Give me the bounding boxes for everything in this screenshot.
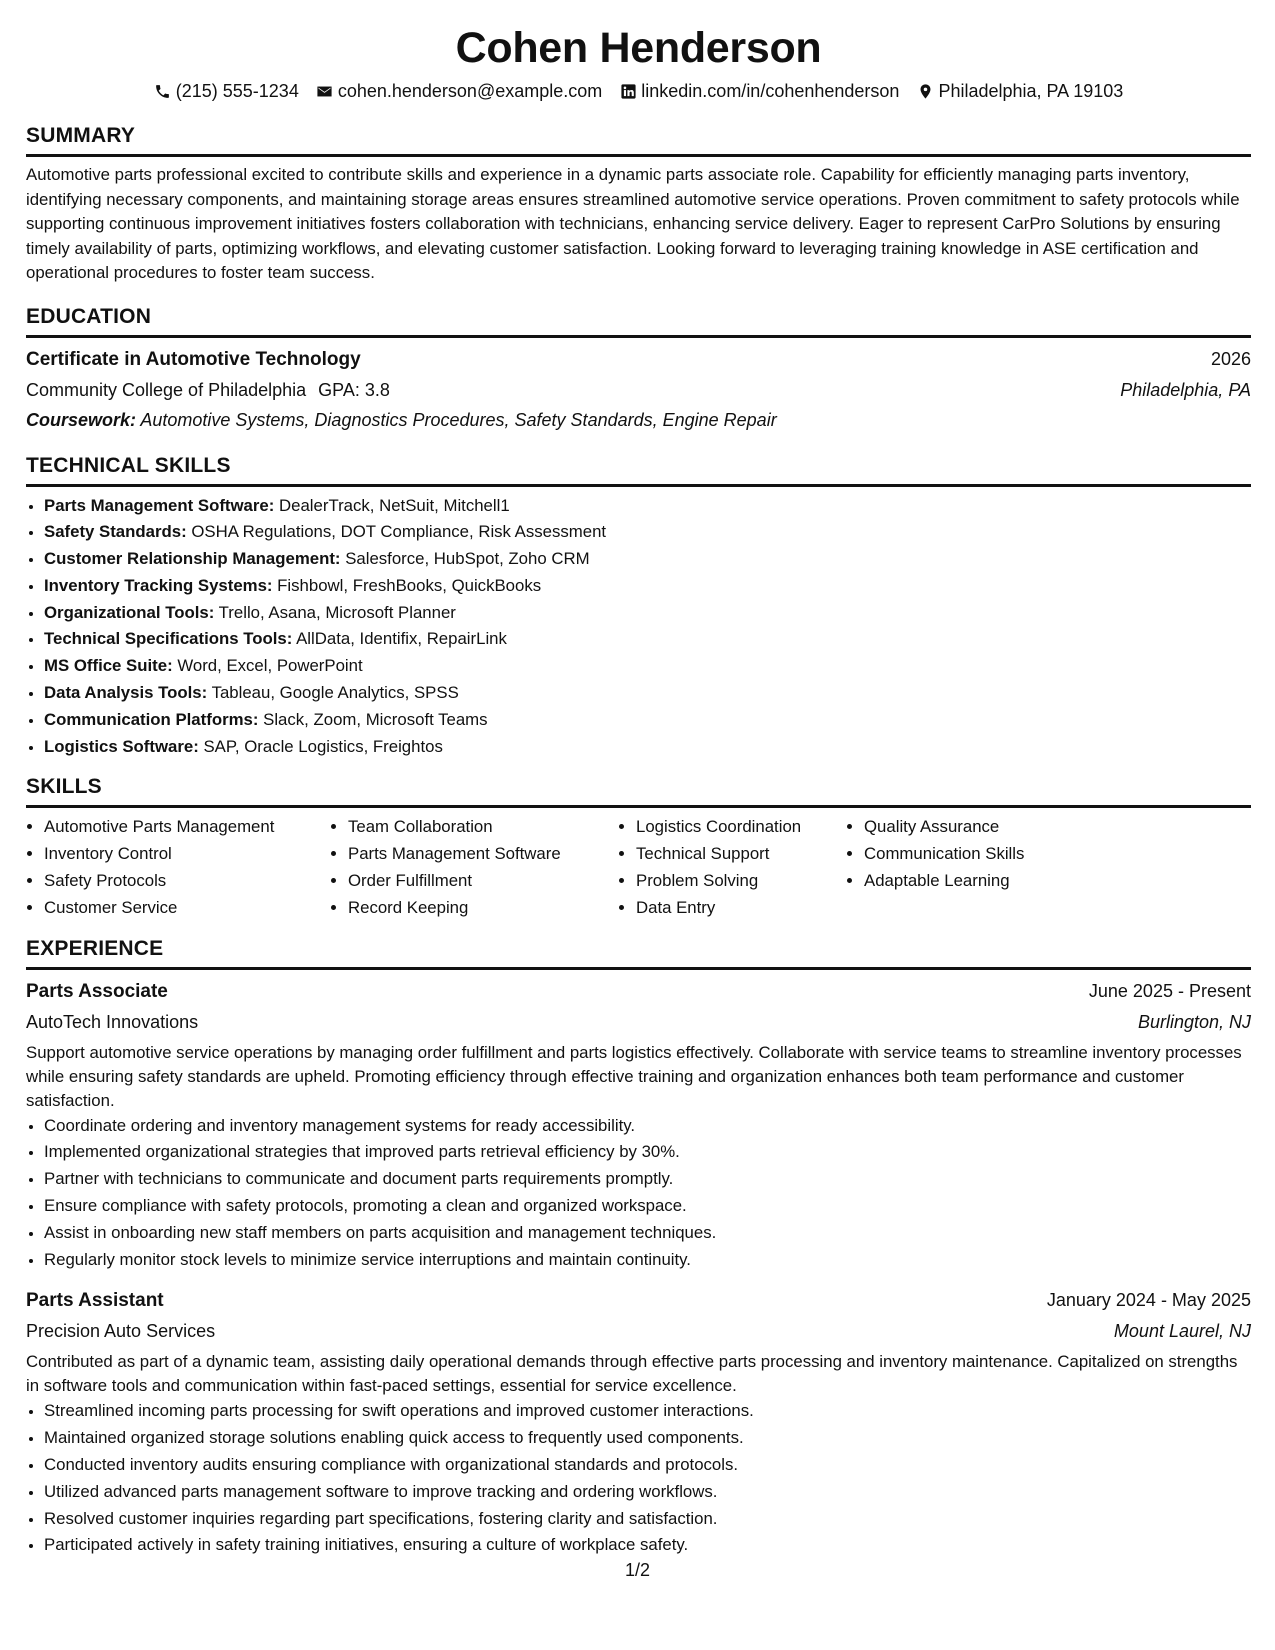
skills-grid: [26, 814, 1251, 921]
company-name: Precision Auto Services: [26, 1321, 216, 1342]
location-pin-icon: [916, 82, 934, 100]
tech-skill-label: Customer Relationship Management:: [44, 549, 341, 569]
job-dates: June 2025 - Present: [1088, 980, 1251, 1001]
list-item: • Participated actively in safety training initiatives, ensuring a culture of workplace safety.: [44, 1532, 1251, 1559]
contact-linkedin[interactable]: [619, 79, 899, 103]
tech-skill-label: Communication Platforms:: [44, 709, 259, 729]
list-item: • Utilized advanced parts management software to improve tracking and ordering workflows.: [44, 1479, 1251, 1506]
job-bullets: [26, 1398, 1251, 1559]
education-heading: EDUCATION: [26, 304, 1251, 338]
list-item: • Quality Assurance: [864, 814, 1094, 841]
job-description: Support automotive service operations by managing order fulfillment and parts logistics effectively. Collaborate with service teams to streamline inventory processes while ensuring safety standards are upheld. Promoting efficiency through effective training and organization enhances both team performance and customer satisfaction.: [26, 1042, 1242, 1110]
location-text: Philadelphia, PA 19103: [938, 81, 1124, 101]
technical-skills-section: [26, 453, 1251, 761]
education-section: [26, 304, 1251, 435]
list-item: [44, 626, 1251, 653]
gpa: GPA: 3.8: [318, 379, 390, 400]
list-item: • Logistics Coordination: [636, 814, 846, 841]
phone-text: (215) 555-1234: [175, 81, 299, 101]
list-item: • Adaptable Learning: [864, 868, 1094, 895]
school-line: [26, 375, 390, 405]
list-item: • Assist in onboarding new staff members on parts acquisition and management techniques.: [44, 1220, 1251, 1247]
job-subheader: [26, 1316, 1251, 1346]
experience-section: [26, 936, 1251, 1560]
list-item: • Coordinate ordering and inventory management systems for ready accessibility.: [44, 1113, 1251, 1140]
tech-skill-label: Logistics Software:: [44, 736, 199, 756]
list-item: • Order Fulfillment: [348, 868, 618, 895]
list-item: • Safety Protocols: [44, 868, 330, 895]
tech-skill-value: Salesforce, HubSpot, Zoho CRM: [345, 549, 590, 569]
list-item: [44, 653, 1251, 680]
tech-skill-value: DealerTrack, NetSuit, Mitchell1: [279, 495, 510, 515]
tech-skill-value: Slack, Zoom, Microsoft Teams: [263, 709, 488, 729]
phone-icon: [154, 82, 172, 100]
linkedin-icon: [619, 82, 637, 100]
list-item: • Implemented organizational strategies that improved parts retrieval efficiency by 30%.: [44, 1139, 1251, 1166]
technical-skills-list: [26, 493, 1251, 761]
skills-column-4: [846, 814, 1094, 921]
technical-skills-heading: TECHNICAL SKILLS: [26, 453, 1251, 487]
job-location: Mount Laurel, NJ: [1113, 1321, 1251, 1342]
list-item: [44, 680, 1251, 707]
list-item: • Streamlined incoming parts processing for swift operations and improved customer interactions.: [44, 1398, 1251, 1425]
tech-skill-label: Inventory Tracking Systems:: [44, 575, 273, 595]
experience-heading: EXPERIENCE: [26, 936, 1251, 970]
list-item: [44, 573, 1251, 600]
summary-section: [26, 123, 1251, 286]
skills-section: [26, 774, 1251, 921]
coursework-list: Automotive Systems, Diagnostics Procedures, Safety Standards, Engine Repair: [140, 409, 777, 430]
list-item: • Regularly monitor stock levels to minimize service interruptions and maintain continuity.: [44, 1247, 1251, 1274]
tech-skill-label: Safety Standards:: [44, 522, 187, 542]
skills-column-3: [618, 814, 846, 921]
contact-bar: [26, 79, 1251, 103]
list-item: [44, 707, 1251, 734]
email-text[interactable]: cohen.henderson@example.com: [337, 81, 603, 101]
list-item: • Parts Management Software: [348, 841, 618, 868]
job-subheader: [26, 1007, 1251, 1037]
education-row-1: [26, 344, 1251, 375]
tech-skill-value: AllData, Identifix, RepairLink: [296, 629, 507, 649]
tech-skill-value: Fishbowl, FreshBooks, QuickBooks: [277, 575, 542, 595]
tech-skill-label: Parts Management Software:: [44, 495, 275, 515]
list-item: • Record Keeping: [348, 895, 618, 922]
tech-skill-label: MS Office Suite:: [44, 656, 173, 676]
list-item: • Conducted inventory audits ensuring compliance with organizational standards and protocols.: [44, 1452, 1251, 1479]
tech-skill-value: Trello, Asana, Microsoft Planner: [218, 602, 456, 622]
list-item: • Customer Service: [44, 895, 330, 922]
skills-heading: SKILLS: [26, 774, 1251, 808]
list-item: • Technical Support: [636, 841, 846, 868]
summary-heading: SUMMARY: [26, 123, 1251, 157]
tech-skill-label: Organizational Tools:: [44, 602, 215, 622]
resume-page: [26, 22, 1251, 1559]
list-item: • Problem Solving: [636, 868, 846, 895]
list-item: [44, 600, 1251, 627]
tech-skill-label: Technical Specifications Tools:: [44, 629, 293, 649]
tech-skill-label: Data Analysis Tools:: [44, 683, 208, 703]
job-entry-1: [26, 976, 1251, 1274]
coursework-label: Coursework:: [26, 409, 137, 430]
list-item: • Inventory Control: [44, 841, 330, 868]
education-year: 2026: [1210, 348, 1251, 369]
company-name: AutoTech Innovations: [26, 1011, 199, 1032]
degree-title: Certificate in Automotive Technology: [26, 348, 361, 370]
list-item: • Automotive Parts Management: [44, 814, 330, 841]
list-item: • Resolved customer inquiries regarding part specifications, fostering clarity and satisfaction.: [44, 1506, 1251, 1533]
list-item: [44, 546, 1251, 573]
education-row-2: [26, 375, 1251, 405]
coursework: [26, 405, 1251, 435]
list-item: [44, 734, 1251, 761]
job-title: Parts Assistant: [26, 1290, 164, 1312]
job-entry-2: [26, 1285, 1251, 1559]
tech-skill-value: Word, Excel, PowerPoint: [177, 656, 363, 676]
education-location: Philadelphia, PA: [1120, 379, 1251, 400]
contact-email[interactable]: [316, 79, 602, 103]
summary-text: Automotive parts professional excited to contribute skills and experience in a dynamic parts associate role. Capability for efficiently managing parts inventory, identifying necessary components, and maintaining storage areas ensures streamlined automotive service operations. Proven commitment to safety protocols while supporting continuous improvement initiatives fosters collaboration with technicians, enhancing service delivery. Eager to represent CarPro Solutions by ensuring timely availability of parts, optimizing workflows, and elevating customer satisfaction. Looking forward to leveraging training knowledge in ASE certification and operational procedures to foster team success.: [26, 165, 1240, 282]
list-item: • Maintained organized storage solutions enabling quick access to frequently used components.: [44, 1425, 1251, 1452]
tech-skill-value: SAP, Oracle Logistics, Freightos: [203, 736, 443, 756]
candidate-name: Cohen Henderson: [455, 24, 822, 72]
tech-skill-value: Tableau, Google Analytics, SPSS: [211, 683, 459, 703]
skills-column-2: [330, 814, 618, 921]
contact-location: [916, 79, 1123, 103]
list-item: • Ensure compliance with safety protocols, promoting a clean and organized workspace.: [44, 1193, 1251, 1220]
job-description: Contributed as part of a dynamic team, assisting daily operational demands through effective parts processing and inventory maintenance. Capitalized on strengths in software tools and communication within fast-paced settings, essential for service excellence.: [26, 1352, 1238, 1396]
job-title: Parts Associate: [26, 980, 168, 1002]
list-item: • Partner with technicians to communicate and document parts requirements promptly.: [44, 1166, 1251, 1193]
list-item: [44, 493, 1251, 520]
skills-column-1: [26, 814, 330, 921]
job-header: [26, 1285, 1251, 1316]
list-item: • Team Collaboration: [348, 814, 618, 841]
job-header: [26, 976, 1251, 1007]
list-item: • Data Entry: [636, 895, 846, 922]
email-icon: [316, 82, 334, 100]
job-bullets: [26, 1113, 1251, 1274]
page-number: 1/2: [624, 1560, 651, 1580]
list-item: • Communication Skills: [864, 841, 1094, 868]
contact-phone: [154, 79, 299, 103]
list-item: [44, 519, 1251, 546]
job-location: Burlington, NJ: [1137, 1011, 1251, 1032]
job-dates: January 2024 - May 2025: [1046, 1290, 1251, 1311]
linkedin-text[interactable]: linkedin.com/in/cohenhenderson: [641, 81, 900, 101]
school-name: Community College of Philadelphia: [26, 379, 307, 400]
tech-skill-value: OSHA Regulations, DOT Compliance, Risk Assessment: [191, 522, 607, 542]
